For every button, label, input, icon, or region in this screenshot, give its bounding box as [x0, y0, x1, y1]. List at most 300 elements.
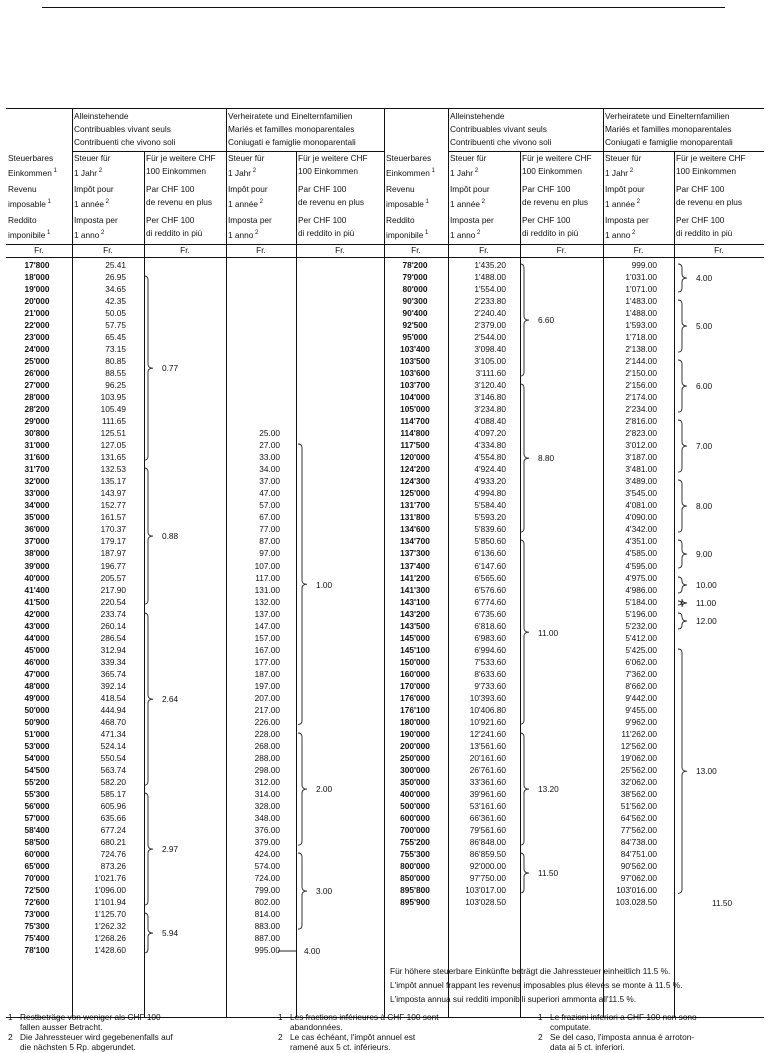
- income-value: 58'500: [24, 836, 50, 847]
- income-value: 104'000: [400, 392, 430, 403]
- single-header: Contribuenti che vivono soli: [74, 137, 176, 147]
- single-tax-value: 3'111.60: [475, 368, 506, 379]
- income-value: 75'300: [24, 921, 50, 932]
- single-tax-value: 10'921.60: [469, 716, 506, 727]
- units-rule: [384, 257, 764, 258]
- income-value: 131'700: [400, 500, 430, 511]
- single-rate: 11.00: [538, 627, 559, 638]
- footnote-line: fallen ausser Betracht.: [20, 1022, 103, 1032]
- income-header: Reddito: [8, 215, 37, 225]
- married-tax-value: 103.028.50: [615, 897, 657, 908]
- single-header: Alleinstehende: [74, 111, 129, 121]
- tax-header: Impôt pour: [228, 184, 268, 194]
- married-tax-value: 107.00: [254, 560, 280, 571]
- married-tax-value: 64'562.00: [620, 812, 657, 823]
- married-tax-value: 187.00: [254, 668, 280, 679]
- footnote-line: abandonnées.: [290, 1022, 343, 1032]
- single-tax-value: 131.65: [100, 452, 126, 463]
- per100-header: di reddito in più: [146, 228, 203, 238]
- married-tax-value: 5'232.00: [625, 620, 657, 631]
- income-value: 103'600: [400, 368, 430, 379]
- tax-header: Impôt pour: [605, 184, 645, 194]
- footnote-line: die nächsten 5 Rp. abgerundet.: [20, 1042, 136, 1052]
- income-value: 21'000: [24, 308, 50, 319]
- income-value: 200'000: [400, 740, 430, 751]
- single-rate: 6.60: [538, 315, 555, 326]
- single-tax-value: 1'021.76: [94, 873, 126, 884]
- income-value: 50'000: [24, 704, 50, 715]
- income-value: 75'400: [24, 933, 50, 944]
- tax-header: Steuer für: [74, 153, 111, 163]
- married-tax-value: 177.00: [254, 656, 280, 667]
- income-value: 40'000: [24, 572, 50, 583]
- married-tax-value: 288.00: [254, 752, 280, 763]
- married-tax-value: 3'489.00: [625, 476, 657, 487]
- income-header: imponibile $^1$: [8, 229, 51, 240]
- single-tax-value: 4'924.40: [474, 464, 506, 475]
- married-rate: 5.00: [696, 321, 713, 332]
- married-tax-value: 6'062.00: [625, 656, 657, 667]
- income-header: imposable $^1$: [8, 198, 51, 209]
- single-tax-value: 161.57: [100, 512, 126, 523]
- single-tax-value: 6'136.60: [474, 548, 506, 559]
- tax-header: Steuer für: [450, 153, 487, 163]
- single-tax-value: 170.37: [100, 524, 126, 535]
- footnote-line: ramené aux 5 ct. inférieurs.: [290, 1042, 391, 1052]
- income-value: 105'000: [400, 404, 430, 415]
- single-tax-value: 418.54: [100, 692, 126, 703]
- column-divider: [296, 151, 297, 1017]
- income-value: 31'000: [24, 440, 50, 451]
- tax-header: 1 anno $^2$: [450, 229, 481, 240]
- tax-header: Impôt pour: [74, 184, 114, 194]
- tax-header: Imposta per: [450, 215, 494, 225]
- income-value: 134'600: [400, 524, 430, 535]
- per100-header: de revenu en plus: [298, 197, 364, 207]
- single-tax-value: 127.05: [100, 440, 126, 451]
- income-value: 145'000: [400, 632, 430, 643]
- married-header: Verheiratete und Einelternfamilien: [228, 111, 353, 121]
- single-tax-value: 1'488.00: [474, 272, 506, 283]
- married-tax-value: 77.00: [259, 524, 280, 535]
- single-tax-value: 5'850.60: [474, 536, 506, 547]
- footnote-line: 1 Le frazioni inferiori a CHF 100 non sono: [538, 1012, 697, 1022]
- single-tax-value: 1'125.70: [94, 909, 126, 920]
- single-tax-value: 1'262.32: [94, 921, 126, 932]
- single-tax-value: 392.14: [100, 680, 126, 691]
- income-value: 700'000: [400, 824, 430, 835]
- married-tax-value: 5'196.00: [625, 608, 657, 619]
- currency-label: Fr.: [180, 245, 190, 255]
- income-value: 49'000: [24, 692, 50, 703]
- single-tax-value: 635.66: [100, 812, 126, 823]
- single-tax-value: 57.75: [105, 320, 126, 331]
- income-value: 114'700: [400, 416, 430, 427]
- tax-header: 1 Jahr $^2$: [605, 167, 634, 178]
- single-tax-value: 444.94: [100, 704, 126, 715]
- single-rate: 13.20: [538, 783, 559, 794]
- income-value: 36'000: [24, 524, 50, 535]
- single-tax-value: 6'818.60: [474, 620, 506, 631]
- married-tax-value: 27.00: [259, 440, 280, 451]
- single-tax-value: 13'561.60: [469, 740, 506, 751]
- currency-label: Fr.: [335, 245, 345, 255]
- income-value: 58'400: [24, 824, 50, 835]
- married-tax-value: 328.00: [254, 800, 280, 811]
- married-tax-value: 9'442.00: [625, 692, 657, 703]
- income-value: 143'200: [400, 608, 430, 619]
- married-tax-value: 2'156.00: [625, 380, 657, 391]
- footnote-line: 2 Se del caso, l'imposta annua è arroton-: [538, 1032, 695, 1042]
- single-tax-value: 524.14: [100, 740, 126, 751]
- single-tax-value: 42.35: [105, 296, 126, 307]
- married-tax-value: 38'562.00: [620, 788, 657, 799]
- currency-label: Fr.: [103, 245, 113, 255]
- income-value: 160'000: [400, 668, 430, 679]
- income-value: 17'800: [24, 260, 50, 270]
- married-tax-value: 77'562.00: [620, 824, 657, 835]
- single-tax-value: 25.41: [105, 260, 126, 270]
- single-header: Contribuables vivant seuls: [74, 124, 171, 134]
- income-value: 33'000: [24, 488, 50, 499]
- married-tax-value: 37.00: [259, 476, 280, 487]
- married-tax-value: 814.00: [254, 909, 280, 920]
- single-tax-value: 873.26: [100, 861, 126, 871]
- single-tax-value: 143.97: [100, 488, 126, 499]
- tax-header: Imposta per: [228, 215, 272, 225]
- income-header: Einkommen $^1$: [386, 167, 435, 178]
- married-rate: 3.00: [316, 886, 333, 897]
- per100-header: Für je weitere CHF: [522, 153, 592, 163]
- married-tax-value: 207.00: [254, 692, 280, 703]
- income-value: 250'000: [400, 752, 430, 763]
- single-tax-value: 6'565.60: [474, 572, 506, 583]
- income-header: Reddito: [386, 215, 415, 225]
- married-tax-value: 47.00: [259, 488, 280, 499]
- married-tax-value: 4'342.00: [625, 524, 657, 535]
- currency-label: Fr.: [479, 245, 489, 255]
- single-tax-value: 34.65: [105, 284, 126, 295]
- single-tax-value: 582.20: [100, 776, 126, 787]
- income-value: 23'000: [24, 332, 50, 343]
- income-value: 180'000: [400, 716, 430, 727]
- married-tax-value: 7'362.00: [625, 668, 657, 679]
- married-tax-value: 217.00: [254, 704, 280, 715]
- income-value: 176'100: [400, 704, 430, 715]
- married-rate: 4.00: [696, 273, 713, 284]
- income-value: 78'100: [24, 945, 50, 956]
- income-header: Einkommen $^1$: [8, 167, 57, 178]
- married-tax-value: 4'585.00: [625, 548, 657, 559]
- income-value: 895'900: [400, 897, 430, 908]
- single-tax-value: 6'147.60: [474, 560, 506, 571]
- single-tax-value: 205.57: [100, 572, 126, 583]
- single-tax-value: 1'428.60: [94, 945, 126, 956]
- per100-header: de revenu en plus: [676, 197, 742, 207]
- tax-header: 1 année $^2$: [450, 198, 486, 209]
- income-value: 28'200: [24, 404, 50, 415]
- tax-header: 1 anno $^2$: [228, 229, 259, 240]
- married-tax-value: 2'138.00: [625, 344, 657, 355]
- single-rate: 2.64: [162, 693, 179, 704]
- income-value: 134'700: [400, 536, 430, 547]
- currency-label: Fr.: [411, 245, 421, 255]
- top-rule: [42, 7, 725, 8]
- married-tax-value: 4'986.00: [625, 584, 657, 595]
- per100-header: Per CHF 100: [298, 215, 347, 225]
- married-tax-value: 9'455.00: [625, 704, 657, 715]
- income-value: 27'000: [24, 380, 50, 391]
- single-tax-value: 7'533.60: [474, 656, 506, 667]
- married-tax-value: 2'144.00: [625, 356, 657, 367]
- married-tax-value: 5'412.00: [625, 632, 657, 643]
- income-value: 51'000: [24, 728, 50, 739]
- income-value: 44'000: [24, 632, 50, 643]
- currency-label: Fr.: [556, 245, 567, 255]
- income-header: Revenu: [8, 184, 37, 194]
- income-header: imposable $^1$: [386, 198, 429, 209]
- per100-header: Par CHF 100: [522, 184, 571, 194]
- income-value: 755'300: [400, 848, 430, 859]
- income-value: 800'000: [400, 861, 430, 871]
- income-value: 19'000: [24, 284, 50, 295]
- single-tax-value: 471.34: [100, 728, 126, 739]
- income-value: 47'000: [24, 668, 50, 679]
- tax-header: Imposta per: [74, 215, 118, 225]
- single-tax-value: 5'839.60: [474, 524, 506, 535]
- income-value: 150'000: [400, 656, 430, 667]
- single-tax-value: 4'994.80: [474, 488, 506, 499]
- single-rate: 0.77: [162, 363, 179, 374]
- single-tax-value: 135.17: [100, 476, 126, 487]
- single-tax-value: 12'241.60: [469, 728, 506, 739]
- single-tax-value: 724.76: [100, 848, 126, 859]
- income-header: Steuerbares: [8, 153, 54, 163]
- single-tax-value: 10'406.80: [469, 704, 506, 715]
- income-value: 90'300: [402, 296, 428, 307]
- married-tax-value: 103'016.00: [616, 885, 657, 896]
- tax-header: 1 année $^2$: [74, 198, 110, 209]
- footnote-line: 2 Le cas échéant, l'impôt annuel est: [278, 1032, 416, 1042]
- single-tax-value: 125.51: [100, 428, 126, 439]
- income-value: 28'000: [24, 392, 50, 403]
- footnote-line: 2 Die Jahressteuer wird gegebenenfalls auf: [8, 1032, 173, 1042]
- married-tax-value: 1'593.00: [625, 320, 657, 331]
- income-value: 70'000: [24, 873, 50, 884]
- married-tax-value: 117.00: [255, 572, 280, 583]
- income-value: 32'000: [24, 476, 50, 487]
- single-tax-value: 9'733.60: [474, 680, 506, 691]
- income-value: 114'800: [400, 428, 430, 439]
- units-rule: [6, 257, 384, 258]
- single-tax-value: 53'161.60: [469, 800, 506, 811]
- single-tax-value: 79'561.60: [469, 824, 506, 835]
- single-tax-value: 4'554.80: [474, 452, 506, 463]
- married-tax-value: 724.00: [254, 873, 280, 884]
- married-tax-value: 1'483.00: [625, 296, 657, 307]
- single-tax-value: 103'028.50: [465, 897, 506, 908]
- single-tax-value: 196.77: [100, 560, 126, 571]
- married-rate: 11.00: [696, 597, 717, 608]
- note-line: L'imposta annua sui redditi imponibili superiori ammonta all'11.5 %.: [390, 994, 637, 1004]
- married-rate: 10.00: [696, 579, 717, 590]
- married-tax-value: 147.00: [254, 620, 280, 631]
- married-tax-value: 84'751.00: [620, 848, 657, 859]
- income-header: Steuerbares: [386, 153, 432, 163]
- income-value: 78'200: [402, 260, 428, 270]
- income-value: 50'900: [24, 716, 50, 727]
- married-header: Coniugati e famiglie monoparentali: [605, 137, 733, 147]
- married-tax-value: 12'562.00: [620, 740, 657, 751]
- income-value: 43'000: [24, 620, 50, 631]
- married-tax-value: 5'425.00: [625, 644, 657, 655]
- income-value: 117'500: [400, 440, 430, 451]
- married-tax-value: 97'062.00: [620, 873, 657, 884]
- tax-header: Steuer für: [228, 153, 265, 163]
- married-tax-value: 2'234.00: [625, 404, 657, 415]
- income-value: 137'400: [400, 560, 430, 571]
- per100-header: de revenu en plus: [146, 197, 212, 207]
- income-value: 56'000: [24, 800, 50, 811]
- tax-header: Steuer für: [605, 153, 642, 163]
- married-tax-value: 4'351.00: [625, 536, 657, 547]
- married-tax-value: 348.00: [254, 812, 280, 823]
- married-tax-value: 999.00: [631, 260, 657, 270]
- married-tax-value: 1'488.00: [625, 308, 657, 319]
- income-value: 124'300: [400, 476, 430, 487]
- single-tax-value: 2'240.40: [474, 308, 506, 319]
- income-value: 46'000: [24, 656, 50, 667]
- column-divider: [674, 151, 675, 1017]
- per100-header: 100 Einkommen: [146, 166, 206, 176]
- married-tax-value: 97.00: [259, 548, 280, 559]
- married-rate: 11.50: [712, 898, 733, 909]
- income-value: 103'400: [400, 344, 430, 355]
- single-tax-value: 1'435.20: [474, 260, 506, 270]
- single-rate: 11.50: [538, 868, 559, 878]
- married-header: Verheiratete und Einelternfamilien: [605, 111, 730, 121]
- single-tax-value: 10'393.60: [469, 692, 506, 703]
- single-tax-value: 26.95: [105, 272, 126, 283]
- married-header: Mariés et familles monoparentales: [228, 124, 355, 134]
- single-tax-value: 2'544.00: [474, 332, 506, 343]
- per100-header: Per CHF 100: [146, 215, 195, 225]
- per100-header: Par CHF 100: [676, 184, 725, 194]
- married-tax-value: 424.00: [254, 848, 280, 859]
- single-tax-value: 96.25: [105, 380, 126, 391]
- single-tax-value: 39'961.60: [469, 788, 506, 799]
- married-tax-value: 19'062.00: [620, 752, 657, 763]
- single-header: Contribuables vivant seuls: [450, 124, 547, 134]
- income-header: Revenu: [386, 184, 415, 194]
- income-value: 190'000: [400, 728, 430, 739]
- income-value: 26'000: [24, 368, 50, 379]
- per100-header: Par CHF 100: [298, 184, 347, 194]
- single-tax-value: 3'105.00: [474, 356, 506, 367]
- married-tax-value: 157.00: [254, 632, 280, 643]
- single-tax-value: 1'101.94: [94, 897, 126, 908]
- single-tax-value: 26'761.60: [469, 764, 506, 775]
- single-tax-value: 563.74: [100, 764, 126, 775]
- married-tax-value: 67.00: [259, 512, 280, 523]
- single-tax-value: 3'120.40: [474, 380, 506, 391]
- married-tax-value: 4'081.00: [625, 500, 657, 511]
- married-tax-value: 268.00: [254, 740, 280, 751]
- single-tax-value: 220.54: [100, 596, 126, 607]
- currency-label: Fr.: [714, 245, 724, 255]
- married-tax-value: 34.00: [259, 464, 280, 475]
- single-tax-value: 680.21: [100, 836, 126, 847]
- married-header: Mariés et familles monoparentales: [605, 124, 732, 134]
- single-tax-value: 8'633.60: [474, 668, 506, 679]
- per100-header: di reddito in più: [522, 228, 579, 238]
- married-tax-value: 25.00: [259, 428, 280, 439]
- married-tax-value: 3'481.00: [625, 464, 657, 475]
- income-value: 350'000: [400, 776, 430, 787]
- married-tax-value: 2'150.00: [625, 368, 657, 379]
- married-rate: 7.00: [696, 441, 713, 452]
- income-value: 850'000: [400, 873, 430, 884]
- married-tax-value: 3'545.00: [625, 488, 657, 499]
- single-tax-value: 4'334.80: [474, 440, 506, 451]
- married-tax-value: 131.00: [254, 584, 280, 595]
- single-tax-value: 260.14: [100, 620, 126, 631]
- single-tax-value: 105.49: [100, 404, 126, 415]
- income-value: 79'000: [402, 272, 428, 283]
- married-tax-value: 4'975.00: [625, 572, 657, 583]
- married-rate: 4.00: [304, 946, 321, 957]
- income-value: 895'800: [400, 885, 430, 896]
- tax-header: 1 anno $^2$: [74, 229, 105, 240]
- single-tax-value: 605.96: [100, 800, 126, 811]
- single-tax-value: 677.24: [100, 824, 126, 835]
- single-tax-value: 3'098.40: [474, 344, 506, 355]
- married-tax-value: 167.00: [254, 644, 280, 655]
- married-tax-value: 2'174.00: [625, 392, 657, 403]
- income-header: imponibile $^1$: [386, 229, 429, 240]
- married-tax-value: 226.00: [254, 716, 280, 727]
- married-tax-value: 314.00: [254, 788, 280, 799]
- single-tax-value: 585.17: [100, 788, 126, 799]
- single-tax-value: 86'848.00: [469, 836, 506, 847]
- married-tax-value: 1'071.00: [625, 284, 657, 295]
- income-value: 60'000: [24, 848, 50, 859]
- tax-header: 1 Jahr $^2$: [74, 167, 103, 178]
- income-value: 131'800: [400, 512, 430, 523]
- married-tax-value: 574.00: [254, 861, 280, 871]
- note-line: L'impôt annuel frappant les revenus imposables plus élevés se monte à 11.5 %.: [390, 980, 683, 990]
- income-value: 41'500: [24, 596, 50, 607]
- single-tax-value: 80.85: [105, 356, 126, 367]
- single-tax-value: 65.45: [105, 332, 126, 343]
- single-tax-value: 33'361.60: [469, 776, 506, 787]
- married-tax-value: 5'184.00: [625, 596, 657, 607]
- income-value: 141'300: [400, 584, 430, 595]
- single-tax-value: 3'234.80: [474, 404, 506, 415]
- income-value: 80'000: [402, 284, 428, 295]
- married-tax-value: 4'090.00: [625, 512, 657, 523]
- married-header: Coniugati e famiglie monoparentali: [228, 137, 356, 147]
- per100-header: Für je weitere CHF: [676, 153, 746, 163]
- married-tax-value: 1'718.00: [625, 332, 657, 343]
- single-tax-value: 4'088.40: [474, 416, 506, 427]
- married-tax-value: 8'662.00: [625, 680, 657, 691]
- per100-header: 100 Einkommen: [522, 166, 582, 176]
- married-tax-value: 57.00: [259, 500, 280, 511]
- married-tax-value: 995.00: [254, 945, 280, 956]
- footnote-line: data ai 5 ct. inferiori.: [550, 1042, 625, 1052]
- income-value: 500'000: [400, 800, 430, 811]
